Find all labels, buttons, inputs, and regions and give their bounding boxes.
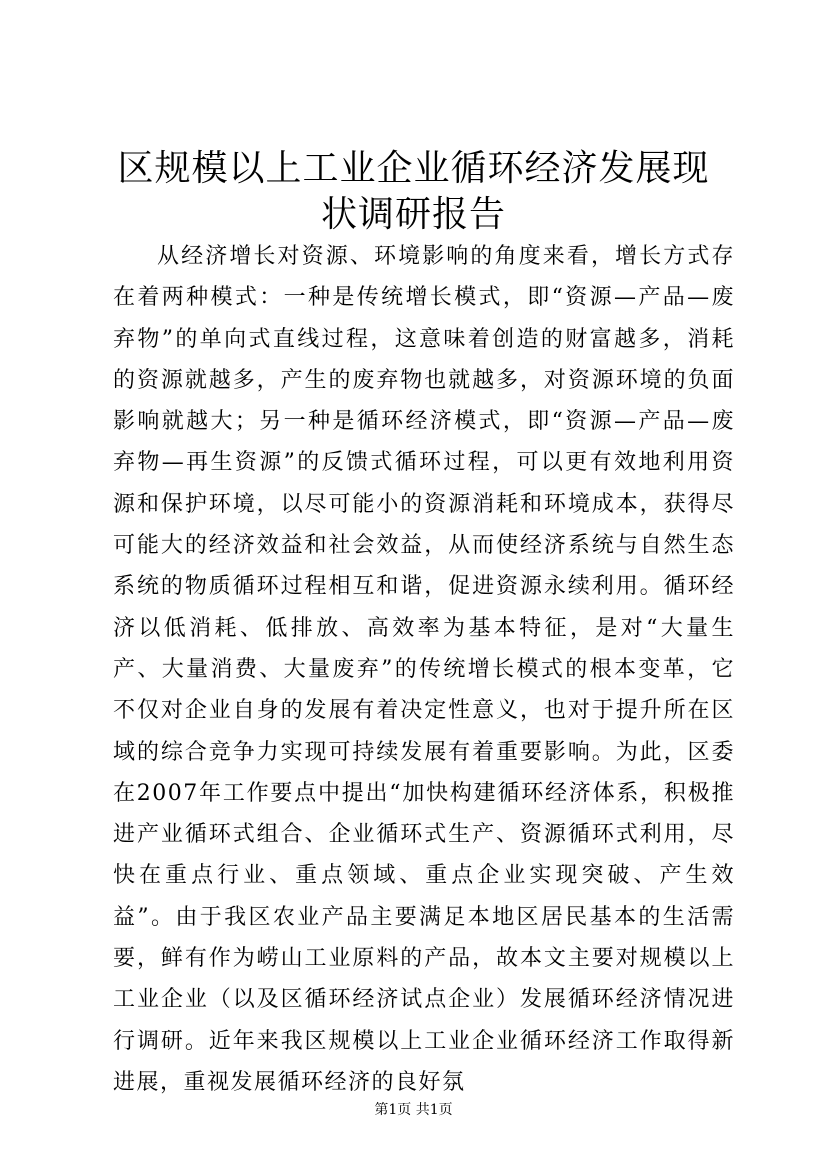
page-number: 第1页 共1页 bbox=[374, 1102, 453, 1118]
document-title: 区规模以上工业企业循环经济发展现状调研报告 bbox=[117, 148, 710, 235]
body-paragraph: 从经济增长对资源、环境影响的角度来看，增长方式存在着两种模式：一种是传统增长模式，即“资源—产品—废弃物”的单向式直线过程，这意味着创造的财富越多，消耗的资源就越多，产生的废弃物也就越多，对资源环境的负面影响就越大；另一种是循环经济模式，即“资源—产品—废弃物—再生资源”的反馈式循环过程，可以更有效地利用资源和保护环境，以尽可能小的资源消耗和环境成本，获得尽可能大的经济效益和社会效益，从而使经济系统与自然生态系统的物质循环过程相互和谐，促进资源永续利用。循环经济以低消耗、低排放、高效率为基本特征，是对“大量生产、大量消费、大量废弃”的传统增长模式的根本变革，它不仅对企业自身的发展有着决定性意义，也对于提升所在区域的综合竞争力实现可持续发展有着重要影响。为此，区委在2007年工作要点中提出“加快构建循环经济体系，积极推进产业循环式组合、企业循环式生产、资源循环式利用，尽快在重点行业、重点领域、重点企业实现突破、产生效益”。由于我区农业产品主要满足本地区居民基本的生活需要，鲜有作为崂山工业原料的产品，故本文主要对规模以上工业企业（以及区循环经济试点企业）发展循环经济情况进行调研。近年来我区规模以上工业企业循环经济工作取得新进展，重视发展循环经济的良好氛 bbox=[113, 244, 735, 1095]
